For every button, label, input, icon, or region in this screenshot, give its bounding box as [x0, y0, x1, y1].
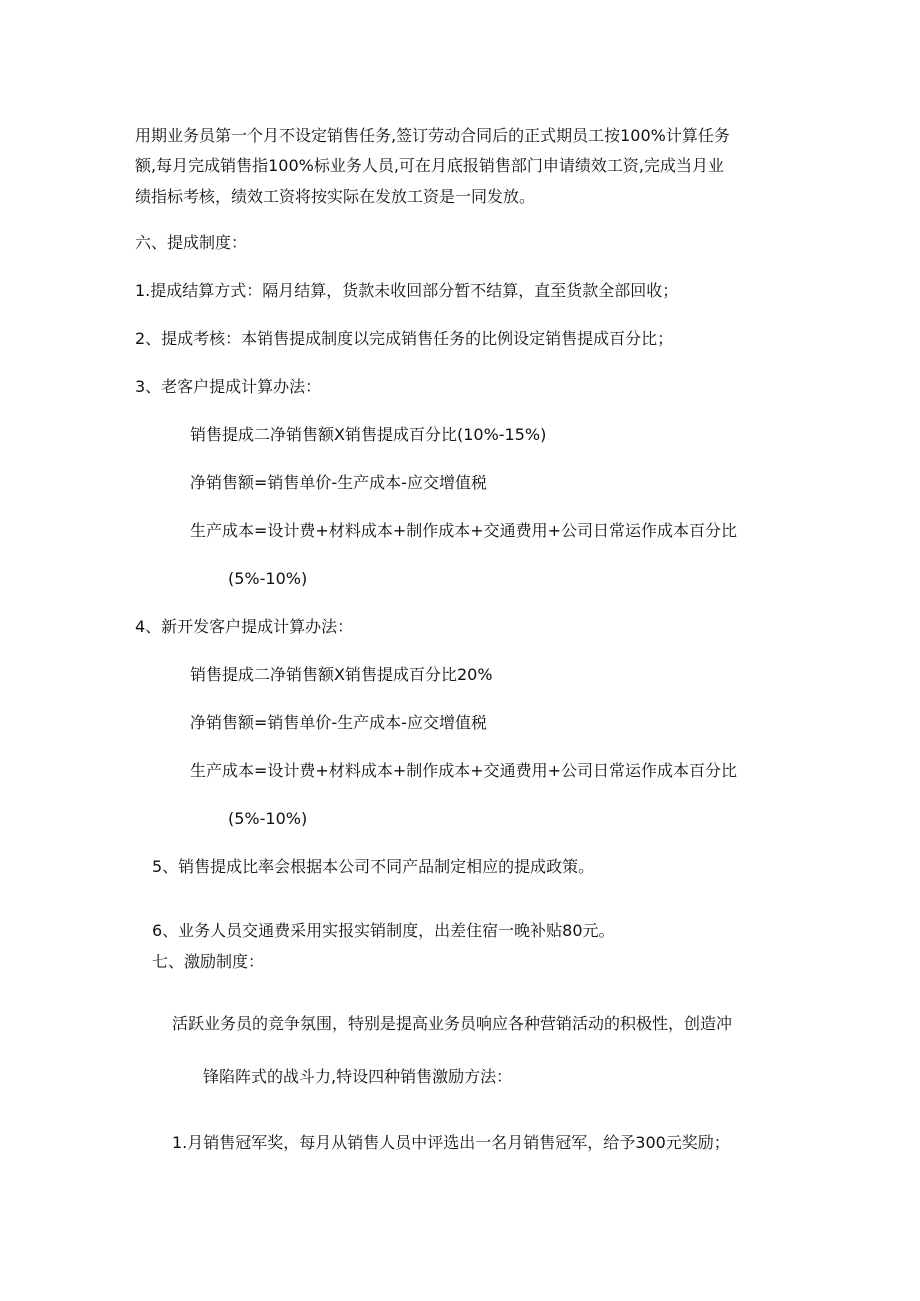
section-7-heading: 七、激励制度：: [152, 952, 265, 971]
section-6-item-5: 5、销售提成比率会根据本公司不同产品制定相应的提成政策。: [152, 857, 595, 876]
section-6-item-3-title: 3、老客户提成计算办法：: [135, 377, 322, 396]
item-4-formula-percentage: (5%-10%): [228, 809, 308, 828]
item-3-formula-net-sales: 净销售额=销售单价-生产成本-应交增值税: [190, 473, 487, 492]
section-6-item-2: 2、提成考核：本销售提成制度以完成销售任务的比例设定销售提成百分比；: [135, 329, 674, 348]
item-3-formula-production-cost: 生产成本=设计费+材料成本+制作成本+交通费用+公司日常运作成本百分比: [190, 521, 738, 540]
item-4-formula-net-sales: 净销售额=销售单价-生产成本-应交增值税: [190, 713, 487, 732]
item-3-formula-percentage: (5%-10%): [228, 569, 308, 588]
section-7-item-1: 1.月销售冠军奖，每月从销售人员中评选出一名月销售冠军，给予300元奖励；: [172, 1133, 730, 1152]
item-3-formula-commission: 销售提成二净销售额X销售提成百分比(10%-15%): [190, 425, 547, 444]
intro-line-2: 额,每月完成销售指100%标业务人员,可在月底报销售部门申请绩效工资,完成当月业: [135, 156, 725, 175]
section-6-item-1: 1.提成结算方式：隔月结算，货款未收回部分暂不结算，直至货款全部回收；: [135, 281, 679, 300]
item-4-formula-commission: 销售提成二净销售额X销售提成百分比20%: [190, 665, 493, 684]
intro-line-3: 绩指标考核，绩效工资将按实际在发放工资是一同发放。: [135, 187, 536, 206]
section-6-item-4-title: 4、新开发客户提成计算办法：: [135, 617, 354, 636]
section-7-paragraph-line-1: 活跃业务员的竞争氛围，特别是提高业务员响应各种营销活动的积极性，创造冲: [172, 1014, 733, 1033]
item-4-formula-production-cost: 生产成本=设计费+材料成本+制作成本+交通费用+公司日常运作成本百分比: [190, 761, 738, 780]
section-7-paragraph-line-2: 锋陷阵式的战斗力,特设四种销售激励方法：: [203, 1067, 513, 1086]
section-6-heading: 六、提成制度：: [135, 233, 248, 252]
intro-line-1: 用期业务员第一个月不设定销售任务,签订劳动合同后的正式期员工按100%计算任务: [135, 126, 730, 145]
section-6-item-6: 6、业务人员交通费采用实报实销制度，出差住宿一晚补贴80元。: [152, 921, 615, 940]
